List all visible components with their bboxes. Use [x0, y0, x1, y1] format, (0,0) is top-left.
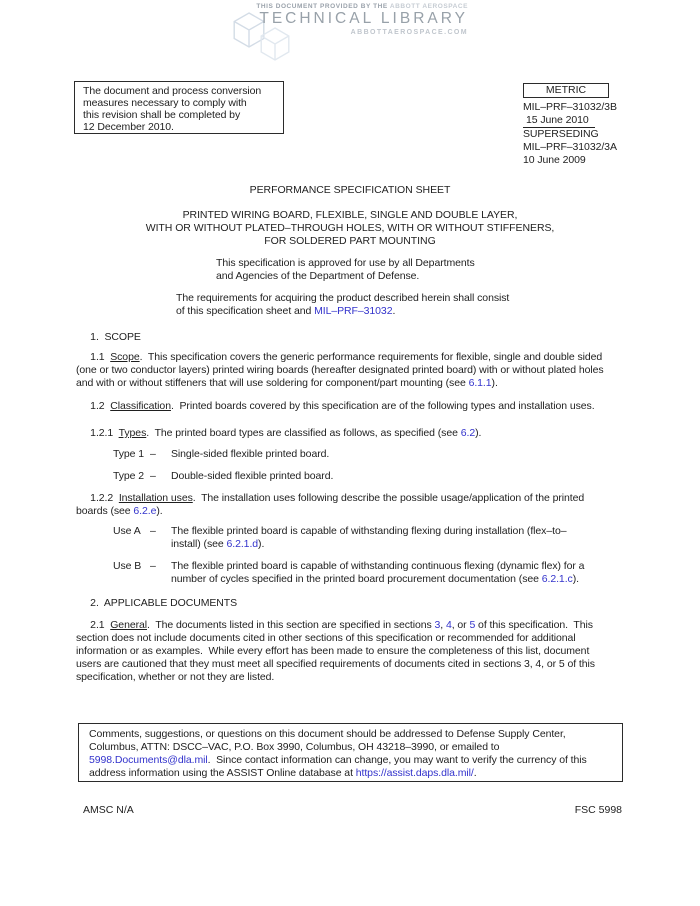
type-2-description [171, 470, 624, 483]
text-span: MIL–PRF–31032/3B [523, 101, 617, 113]
text-span: . The printed board types are classified as follows, as specified (see [146, 427, 461, 439]
cross-reference-link[interactable]: 3 [434, 619, 441, 631]
cross-reference-link[interactable]: MIL–PRF–31032 [314, 305, 393, 317]
text-span: , [440, 619, 446, 631]
text-line [89, 728, 616, 741]
text-line: WITH OR WITHOUT PLATED–THROUGH HOLES, WITH OR WITHOUT STIFFENERS, [145, 222, 555, 234]
text-span: Double-sided flexible printed board. [171, 470, 334, 482]
text-span: section does not include documents cited in other sections of this specification or recommended for additional [76, 632, 576, 644]
approval-statement [216, 257, 475, 283]
text-line [89, 741, 616, 754]
text-span: . [473, 767, 477, 779]
cross-reference-link[interactable]: 5998.Documents@dla.mil [89, 754, 208, 766]
text-line [76, 658, 636, 671]
dash-separator: – [150, 525, 156, 537]
text-line [176, 305, 509, 318]
use-a-label: Use A [113, 525, 141, 537]
text-span: ). [258, 538, 265, 550]
text-span: 1.2.2 [76, 492, 119, 504]
text-span: Single-sided flexible printed board. [171, 448, 330, 460]
cross-reference-link[interactable]: 6.2.1.c [541, 573, 573, 585]
text-line: The document and process conversion [83, 85, 262, 97]
use-a-description [171, 525, 624, 551]
underlined-date: 15 June 2010 [523, 114, 595, 128]
use-b-description [171, 560, 624, 586]
header-provided-line [230, 3, 468, 10]
text-span: SUPERSEDING [523, 127, 599, 140]
text-span: The requirements for acquiring the product described herein shall consist [176, 292, 510, 304]
text-line: This specification is approved for use by all Departments [216, 257, 475, 269]
text-span: The flexible printed board is capable of withstanding flexing during installation (flex–to– [171, 525, 567, 537]
text-line: 12 December 2010. [83, 121, 174, 133]
header-provided-prefix: THIS DOCUMENT PROVIDED BY THE [256, 3, 390, 10]
text-span: ). [475, 427, 482, 439]
text-span: of this specification. This [475, 619, 593, 631]
use-b-list-item [76, 560, 624, 586]
dash-separator: – [150, 560, 156, 572]
sheet-title: PERFORMANCE SPECIFICATION SHEET [249, 184, 451, 196]
text-span: install) (see [171, 538, 227, 550]
text-span: ). [491, 377, 498, 389]
text-span: Columbus, ATTN: DSCC–VAC, P.O. Box 3990, Columbus, OH 43218–3990, or emailed to [89, 741, 500, 753]
cross-reference-link[interactable]: 4 [445, 619, 452, 631]
text-line: this revision shall be completed by [83, 109, 241, 121]
text-line [523, 141, 617, 154]
fsc-code: FSC 5998 [574, 804, 622, 816]
document-id-block [523, 101, 617, 167]
text-span: . The documents listed in this section are specified in sections [147, 619, 435, 631]
paragraph-1-2-2-installation-uses [76, 492, 636, 518]
text-line: FOR SOLDERED PART MOUNTING [264, 235, 436, 247]
cross-reference-link[interactable]: 6.2 [460, 427, 476, 439]
text-line [176, 292, 509, 305]
cross-reference-link[interactable]: 6.2.e [133, 505, 157, 517]
paragraph-1-1-scope [76, 351, 636, 390]
text-line: and Agencies of the Department of Defense. [216, 270, 420, 282]
text-span: Comments, suggestions, or questions on this document should be addressed to Defense Supply Center, [89, 728, 566, 740]
text-line [76, 427, 636, 440]
text-span: . The installation uses following describe the possible usage/application of the printed [192, 492, 585, 504]
text-span: users are cautioned that they must meet all specified requirements of documents cited in sections 3, 4, or 5 of this [76, 658, 595, 670]
text-line: measures necessary to comply with [83, 97, 247, 109]
dash-separator: – [150, 470, 156, 482]
section-2-heading: 2. APPLICABLE DOCUMENTS [76, 597, 238, 609]
text-span: address information using the ASSIST Online database at [89, 767, 356, 779]
text-span: 1.1 [76, 351, 111, 363]
text-span: . Since contact information can change, you may want to verify the currency of this [207, 754, 587, 766]
text-line: PRINTED WIRING BOARD, FLEXIBLE, SINGLE AND DOUBLE LAYER, [182, 209, 518, 221]
text-line [523, 128, 617, 141]
text-span: of this specification sheet and [176, 305, 315, 317]
paragraph-1-2-classification [76, 400, 636, 413]
text-span: information or as examples. While every effort has been made to ensure the completeness of this list, document [76, 645, 590, 657]
amsc-code: AMSC N/A [83, 804, 134, 816]
text-span: ). [156, 505, 163, 517]
text-span: number of cycles specified in the printed board procurement documentation (see [171, 573, 542, 585]
conversion-notice-box [74, 81, 284, 134]
text-line [171, 470, 624, 483]
comments-address-box [78, 723, 623, 782]
type-1-label: Type 1 [113, 448, 145, 460]
cross-reference-link[interactable]: 6.2.1.d [226, 538, 259, 550]
text-line [89, 767, 616, 780]
text-span: ). [572, 573, 579, 585]
type-1-list-item [76, 448, 624, 461]
text-span: specification, whether or not they are listed. [76, 671, 275, 683]
text-span: The flexible printed board is capable of withstanding continuous flexing (dynamic flex) for a [171, 560, 585, 572]
text-line [76, 645, 636, 658]
text-line [76, 671, 636, 684]
underlined-term: Types [118, 427, 147, 439]
type-1-description [171, 448, 624, 461]
text-line [523, 114, 617, 128]
text-line [523, 101, 617, 114]
text-line [76, 364, 636, 377]
subject-title-block [76, 209, 624, 248]
text-line [171, 538, 624, 551]
text-line [76, 351, 636, 364]
cross-reference-link[interactable]: 6.1.1 [468, 377, 492, 389]
type-2-label: Type 2 [113, 470, 145, 482]
underlined-term: Scope [110, 351, 140, 363]
paragraph-2-1-general [76, 619, 636, 684]
text-line [76, 492, 636, 505]
text-span: . [392, 305, 396, 317]
text-span: 1.2 [76, 400, 111, 412]
text-span: . Printed boards covered by this specification are of the following types and installation uses. [170, 400, 595, 412]
text-span: . This specification covers the generic performance requirements for flexible, single and double sided [139, 351, 603, 363]
text-line [171, 448, 624, 461]
text-span: 2.1 [76, 619, 111, 631]
text-line [76, 619, 636, 632]
text-line [76, 400, 636, 413]
underlined-term: Classification [110, 400, 171, 412]
cross-reference-link[interactable]: https://assist.daps.dla.mil/ [355, 767, 474, 779]
header-library-title: TECHNICAL LIBRARY [259, 10, 468, 27]
header-brand-name: ABBOTT AEROSPACE [389, 3, 468, 10]
text-line [76, 377, 636, 390]
text-line [76, 505, 636, 518]
text-span: (one or two conductor layers) printed wiring boards (hereafter designated printed board) with or without plated holes [76, 364, 604, 376]
use-b-label: Use B [113, 560, 142, 572]
dash-separator: – [150, 448, 156, 460]
text-span: MIL–PRF–31032/3A [523, 140, 617, 153]
text-line [523, 154, 617, 167]
text-span: and with or without stiffeners that will use soldering for component/part mounting (see [76, 377, 469, 389]
section-1-heading: 1. SCOPE [76, 331, 141, 343]
text-span: , or [451, 619, 470, 631]
paragraph-1-2-1-types [76, 427, 636, 440]
text-line [171, 525, 624, 538]
metric-designator-box [523, 83, 609, 98]
requirements-statement [176, 292, 509, 318]
header-website-url[interactable]: ABBOTTAEROSPACE.COM [350, 29, 468, 36]
text-span: boards (see [76, 505, 134, 517]
underlined-term: General [110, 619, 148, 631]
cross-reference-link[interactable]: 5 [469, 619, 476, 631]
text-line [171, 560, 624, 573]
text-span: 10 June 2009 [523, 153, 586, 166]
text-line [89, 754, 616, 767]
metric-label: METRIC [545, 84, 587, 96]
text-span: 1.2.1 [76, 427, 119, 439]
use-a-list-item [76, 525, 624, 551]
text-line [76, 632, 636, 645]
text-line [171, 573, 624, 586]
underlined-term: Installation uses [118, 492, 193, 504]
type-2-list-item [76, 470, 624, 483]
abbott-library-header [230, 3, 468, 36]
